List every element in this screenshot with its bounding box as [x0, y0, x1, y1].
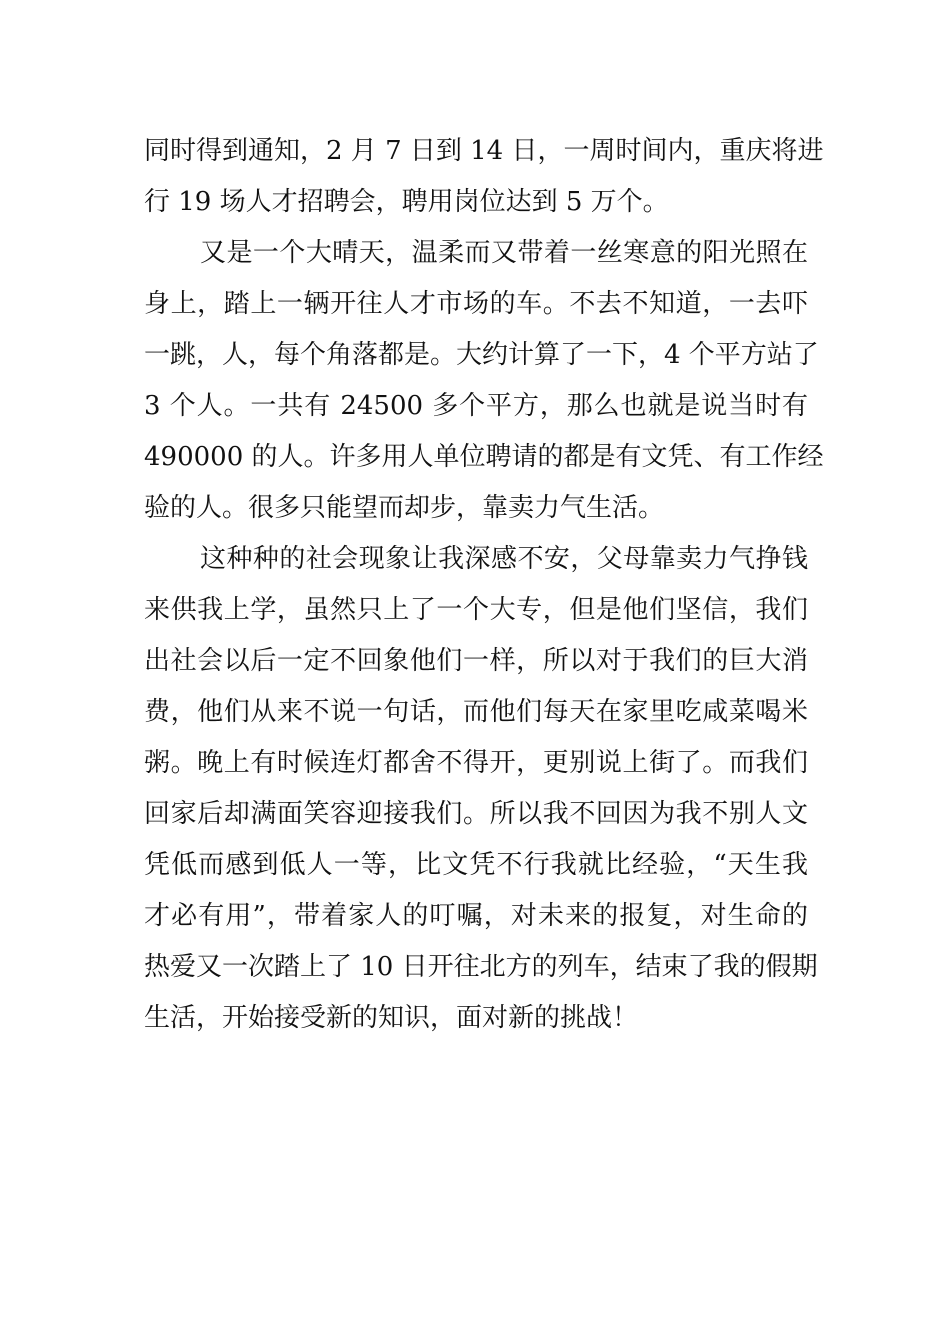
text-line: 这种种的社会现象让我深感不安，父母靠卖力气挣钱 — [200, 544, 808, 574]
text-line: 凭低而感到低人一等，比文凭不行我就比经验，“天生我 — [144, 850, 808, 880]
text-line: 行 19 场人才招聘会，聘用岗位达到 5 万个。 — [144, 187, 669, 217]
text-line: 来供我上学，虽然只上了一个大专，但是他们坚信，我们 — [144, 595, 808, 625]
text-line: 回家后却满面笑容迎接我们。所以我不回因为我不别人文 — [144, 799, 808, 829]
text-line: 出社会以后一定不回象他们一样，所以对于我们的巨大消 — [144, 646, 808, 676]
text-line: 费，他们从来不说一句话，而他们每天在家里吃咸菜喝米 — [144, 697, 808, 727]
text-line: 490000 的人。许多用人单位聘请的都是有文凭、有工作经 — [144, 442, 824, 472]
text-line: 验的人。很多只能望而却步，靠卖力气生活。 — [144, 493, 665, 523]
paragraph-3 — [144, 534, 818, 1044]
text-line: 生活，开始接受新的知识，面对新的挑战！ — [144, 1003, 639, 1033]
paragraph-2 — [144, 228, 824, 534]
text-line: 身上，踏上一辆开往人才市场的车。不去不知道，一去吓 — [144, 289, 808, 319]
document-body — [144, 126, 824, 1044]
text-line: 同时得到通知，2 月 7 日到 14 日，一周时间内，重庆将进 — [144, 136, 824, 166]
paragraph-1 — [144, 126, 824, 228]
text-line: 又是一个大晴天，温柔而又带着一丝寒意的阳光照在 — [200, 238, 808, 268]
text-line: 才必有用”，带着家人的叮嘱，对未来的报复，对生命的 — [144, 901, 808, 931]
text-line: 一跳，人，每个角落都是。大约计算了一下，4 个平方站了 — [144, 340, 819, 370]
text-line: 粥。晚上有时候连灯都舍不得开，更别说上街了。而我们 — [144, 748, 808, 778]
text-line: 热爱又一次踏上了 10 日开往北方的列车，结束了我的假期 — [144, 952, 818, 982]
text-line: 3 个人。一共有 24500 多个平方，那么也就是说当时有 — [144, 391, 808, 421]
